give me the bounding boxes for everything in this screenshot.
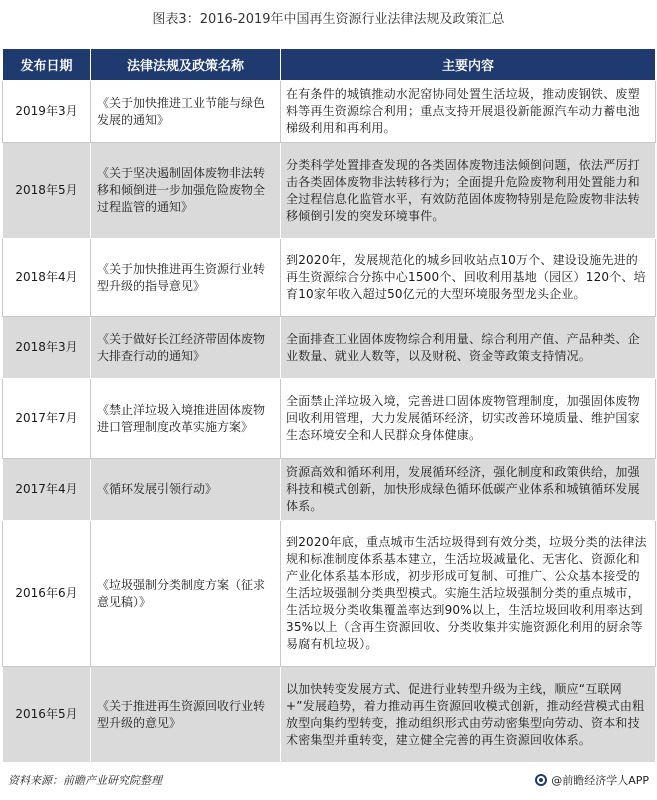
row-policy-name: 《关于推进再生资源回收行业转型升级的意见》	[91, 667, 281, 763]
table-row	[3, 143, 656, 239]
row-date: 2019年3月	[3, 81, 91, 143]
table-row	[3, 379, 656, 459]
row-date: 2018年5月	[3, 143, 91, 239]
header-date: 发布日期	[3, 49, 91, 81]
row-date: 2017年7月	[3, 379, 91, 459]
policy-table	[2, 48, 656, 763]
brand-logo-icon	[535, 774, 547, 786]
row-policy-name: 《关于做好长江经济带固体废物大排查行动的通知》	[91, 317, 281, 379]
row-policy-name: 《垃圾强制分类制度方案（征求意见稿）》	[91, 521, 281, 667]
table-row	[3, 459, 656, 521]
row-content: 以加快转变发展方式、促进行业转型升级为主线，顺应“互联网+”发展趋势，着力推动再生资源回收模式创新，推动经营模式由粗放型向集约型转变，推动组织形式由劳动密集型向劳动、资本和技术密集型并重转变，建立健全完善的再生资源回收体系。	[281, 667, 656, 763]
table-header-row	[3, 49, 656, 81]
header-policy-name: 法律法规及政策名称	[91, 49, 281, 81]
row-content: 全面禁止洋垃圾入境，完善进口固体废物管理制度，加强固体废物回收利用管理，大力发展循环经济，切实改善环境质量、维护国家生态环境安全和人民群众身体健康。	[281, 379, 656, 459]
row-date: 2018年3月	[3, 317, 91, 379]
table-row	[3, 667, 656, 763]
row-content: 资源高效和循环利用，发展循环经济，强化制度和政策供给，加强科技和模式创新，加快形成绿色循环低碳产业体系和城镇循环发展体系。	[281, 459, 656, 521]
row-policy-name: 《关于坚决遏制固体废物非法转移和倾倒进一步加强危险废物全过程监管的通知》	[91, 143, 281, 239]
row-date: 2017年4月	[3, 459, 91, 521]
source-note: 资料来源：前瞻产业研究院整理	[8, 774, 162, 787]
row-content: 到2020年底，重点城市生活垃圾得到有效分类，垃圾分类的法律法规和标准制度体系基本建立，生活垃圾减量化、无害化、资源化和产业化体系基本形成，初步形成可复制、可推广、公众基本接受的生活垃圾强制分类典型模式。实施生活垃圾强制分类的重点城市，生活垃圾分类收集覆盖率达到90%以上，生活垃圾回收利用率达到35%以上（含再生资源回收、分类收集并实施资源化利用的厨余等易腐有机垃圾）。	[281, 521, 656, 667]
row-date: 2018年4月	[3, 239, 91, 317]
row-policy-name: 《循环发展引领行动》	[91, 459, 281, 521]
brand-text: @前瞻经济学人APP	[551, 774, 649, 787]
chart-title: 图表3：2016-2019年中国再生资源行业法律法规及政策汇总	[152, 12, 505, 27]
table-row	[3, 521, 656, 667]
row-policy-name: 《禁止洋垃圾入境推进固体废物进口管理制度改革实施方案》	[91, 379, 281, 459]
row-content: 分类科学处置排查发现的各类固体废物违法倾倒问题，依法严厉打击各类固体废物非法转移行为；全面提升危险废物利用处置能力和全过程信息化监管水平，有效防范固体废物特别是危险废物非法转移倾倒引发的突发环境事件。	[281, 143, 656, 239]
table-row	[3, 81, 656, 143]
header-main-content: 主要内容	[281, 49, 656, 81]
table-row	[3, 239, 656, 317]
row-content: 全面排查工业固体废物综合利用量、综合利用产值、产品种类、企业数量、就业人数等，以及财税、资金等政策支持情况。	[281, 317, 656, 379]
row-date: 2016年6月	[3, 521, 91, 667]
row-policy-name: 《关于加快推进再生资源行业转型升级的指导意见》	[91, 239, 281, 317]
row-date: 2016年5月	[3, 667, 91, 763]
brand-credit	[535, 772, 649, 788]
row-content: 在有条件的城镇推动水泥窑协同处置生活垃圾，推动废钢铁、废塑料等再生资源综合利用；重点支持开展退役新能源汽车动力蓄电池梯级利用和再利用。	[281, 81, 656, 143]
table-row	[3, 317, 656, 379]
row-content: 到2020年，发展规范化的城乡回收站点10万个、建设设施先进的再生资源综合分拣中心1500个、回收利用基地（园区）120个、培育10家年收入超过50亿元的大型环境服务型龙头企业。	[281, 239, 656, 317]
row-policy-name: 《关于加快推进工业节能与绿色发展的通知》	[91, 81, 281, 143]
